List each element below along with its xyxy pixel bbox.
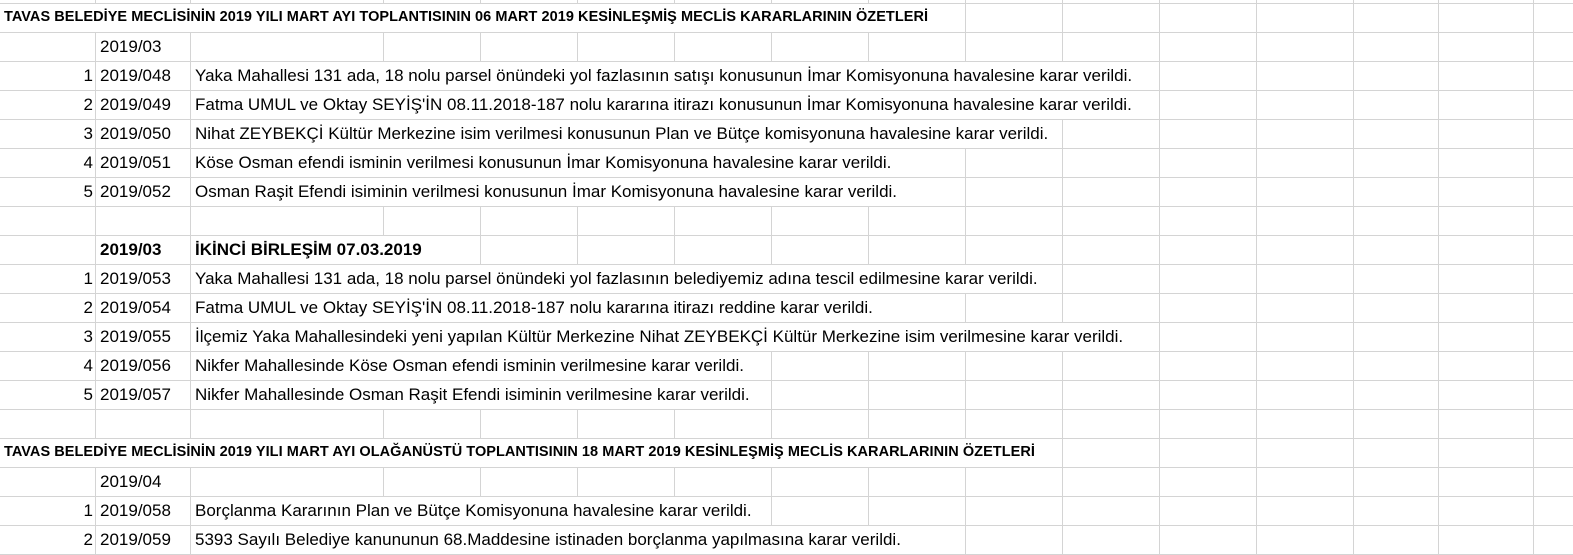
decision-code-cell[interactable]: 2019/058 [100,501,171,520]
decision-text-cell[interactable]: Nikfer Mahallesinde Osman Raşit Efendi isiminin verilmesine karar verildi. [195,381,752,409]
decision-code-cell[interactable]: 2019/03 [100,240,162,259]
decision-row [0,148,1573,177]
blank-row [0,409,1573,438]
decision-code-cell[interactable]: 2019/054 [100,298,171,317]
row-number-cell[interactable]: 2 [83,298,93,317]
decision-text-cell[interactable]: Köse Osman efendi isminin verilmesi konusunun İmar Komisyonuna havalesine karar verildi. [195,149,893,177]
title-row [0,3,1573,32]
decision-code-cell[interactable]: 2019/048 [100,66,171,85]
row-number-cell[interactable]: 2 [83,530,93,549]
decision-row [0,380,1573,409]
blank-row [0,206,1573,235]
decision-row [0,61,1573,90]
decision-code-cell[interactable]: 2019/051 [100,153,171,172]
decision-text-cell[interactable]: Fatma UMUL ve Oktay SEYİŞ'İN 08.11.2018-187 nolu kararına itirazı reddine karar verildi. [195,294,875,322]
decision-code-cell[interactable]: 2019/049 [100,95,171,114]
decision-row [0,293,1573,322]
row-number-cell[interactable]: 4 [83,153,93,172]
decision-code-cell[interactable]: 2019/059 [100,530,171,549]
decision-code-cell[interactable]: 2019/03 [100,37,162,56]
decision-code-cell[interactable]: 2019/050 [100,124,171,143]
decision-code-cell[interactable]: 2019/052 [100,182,171,201]
decision-row [0,264,1573,293]
title-cell[interactable]: TAVAS BELEDİYE MECLİSİNİN 2019 YILI MART AYI OLAĞANÜSTÜ TOPLANTISININ 18 MART 2019 KESİNLEŞMİŞ MECLİS KARARLARININ ÖZETLERİ [4,439,1037,467]
decision-row [0,90,1573,119]
decision-code-cell[interactable]: 2019/056 [100,356,171,375]
row-number-cell[interactable]: 3 [83,124,93,143]
decision-text-cell[interactable]: Borçlanma Kararının Plan ve Bütçe Komisyonuna havalesine karar verildi. [195,497,754,525]
title-cell[interactable]: TAVAS BELEDİYE MECLİSİNİN 2019 YILI MART AYI TOPLANTISININ 06 MART 2019 KESİNLEŞMİŞ MECLİS KARARLARININ ÖZETLERİ [4,4,930,32]
decision-text-cell[interactable]: Yaka Mahallesi 131 ada, 18 nolu parsel önündeki yol fazlasının belediyemiz adına tescil edilmesine karar verildi. [195,265,1040,293]
decision-row [0,467,1573,496]
decision-row [0,351,1573,380]
row-number-cell[interactable]: 1 [83,269,93,288]
decision-text-cell[interactable]: 5393 Sayılı Belediye kanununun 68.Maddesine istinaden borçlanma yapılmasına karar verildi. [195,526,903,554]
decision-text-cell[interactable]: İKİNCİ BİRLEŞİM 07.03.2019 [195,236,424,264]
decision-code-cell[interactable]: 2019/053 [100,269,171,288]
decision-row [0,119,1573,148]
decision-row [0,496,1573,525]
decision-row [0,32,1573,61]
decision-text-cell[interactable]: Nihat ZEYBEKÇİ Kültür Merkezine isim verilmesi konusunun Plan ve Bütçe komisyonuna havalesine karar verildi. [195,120,1050,148]
decision-code-cell[interactable]: 2019/055 [100,327,171,346]
section-header-row [0,235,1573,264]
decision-text-cell[interactable]: Fatma UMUL ve Oktay SEYİŞ'İN 08.11.2018-187 nolu kararına itirazı konusunun İmar Komisyonuna havalesine karar verildi. [195,91,1134,119]
decision-code-cell[interactable]: 2019/057 [100,385,171,404]
row-number-cell[interactable]: 1 [83,66,93,85]
decision-row [0,525,1573,554]
row-number-cell[interactable]: 2 [83,95,93,114]
row-number-cell[interactable]: 5 [83,182,93,201]
row-number-cell[interactable]: 4 [83,356,93,375]
decision-text-cell[interactable]: Osman Raşit Efendi isiminin verilmesi konusunun İmar Komisyonuna havalesine karar verildi. [195,178,899,206]
decision-text-cell[interactable]: Nikfer Mahallesinde Köse Osman efendi isminin verilmesine karar verildi. [195,352,746,380]
row-number-cell[interactable]: 1 [83,501,93,520]
row-number-cell[interactable]: 3 [83,327,93,346]
row-number-cell[interactable]: 5 [83,385,93,404]
decision-row [0,177,1573,206]
title-row [0,438,1573,467]
decision-text-cell[interactable]: Yaka Mahallesi 131 ada, 18 nolu parsel önündeki yol fazlasının satışı konusunun İmar Komisyonuna havalesine karar verildi. [195,62,1134,90]
decision-code-cell[interactable]: 2019/04 [100,472,162,491]
decision-text-cell[interactable]: İlçemiz Yaka Mahallesindeki yeni yapılan Kültür Merkezine Nihat ZEYBEKÇİ Kültür Merkezine isim verilmesine karar verildi. [195,323,1125,351]
decision-row [0,322,1573,351]
